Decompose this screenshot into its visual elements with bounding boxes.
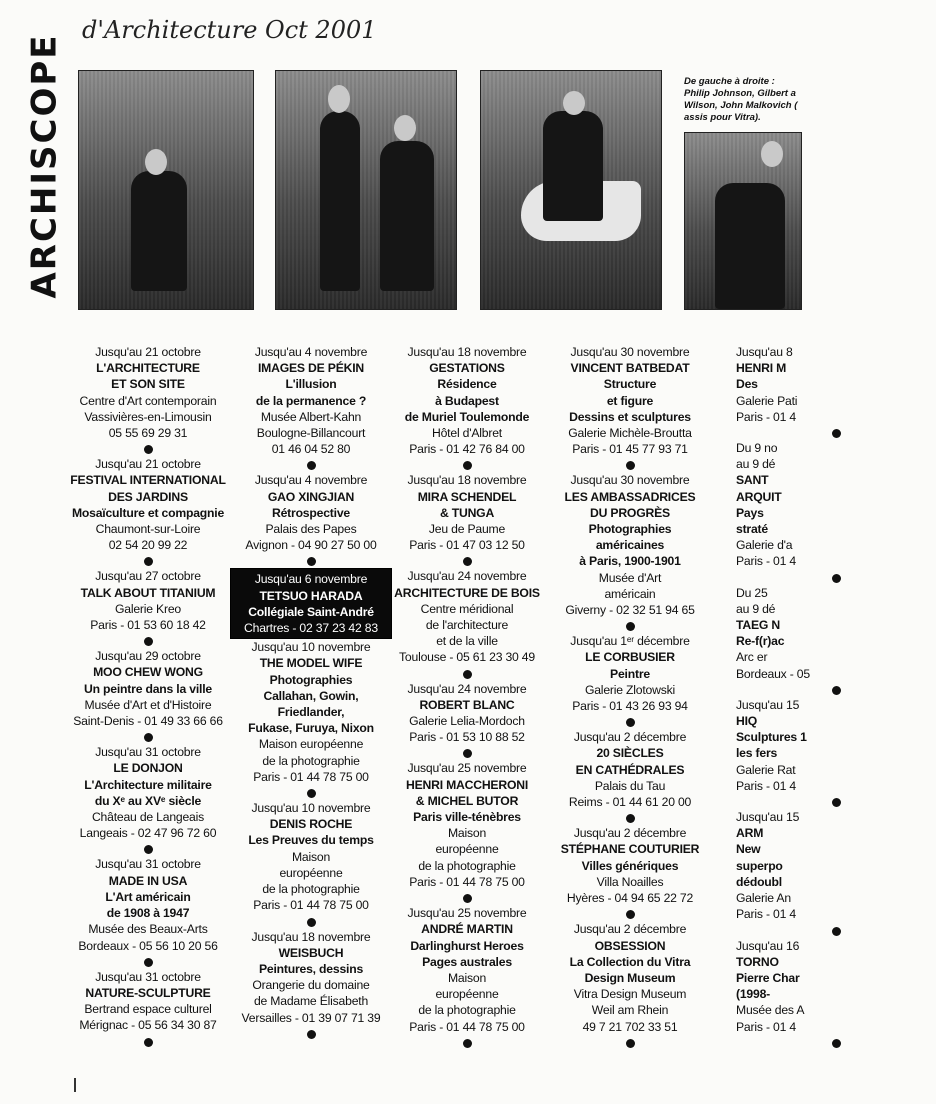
side-title-text: ARCHISCOPE bbox=[25, 32, 66, 299]
entry-date: Du 25 bbox=[736, 585, 768, 600]
entry-title: L'illusion bbox=[285, 377, 337, 392]
bullet-dot bbox=[832, 686, 841, 695]
listing-entry bbox=[736, 440, 936, 583]
entry-title: SANT bbox=[736, 473, 769, 488]
entry-venue: Galerie Kreo bbox=[114, 601, 182, 616]
entry-title: HENRI MACCHERONI bbox=[405, 777, 529, 792]
entry-date: Jusqu'au 25 novembre bbox=[407, 906, 527, 921]
listing-column-5 bbox=[730, 344, 936, 1048]
entry-title: MOO CHEW WONG bbox=[93, 665, 203, 680]
bullet-dot bbox=[144, 845, 153, 854]
entry-title: Mosaïculture et compagnie bbox=[71, 505, 225, 520]
entry-title: L'ARCHITECTURE bbox=[96, 361, 200, 376]
entry-venue: Paris - 01 44 78 75 00 bbox=[253, 769, 369, 784]
side-title bbox=[25, 18, 66, 313]
entry-title: Un peintre dans la ville bbox=[84, 681, 212, 696]
bullet-dot bbox=[307, 461, 316, 470]
entry-title: L'Architecture militaire bbox=[84, 777, 212, 792]
bullet-dot bbox=[832, 798, 841, 807]
entry-date: Jusqu'au 18 novembre bbox=[251, 929, 371, 944]
entry-date: Jusqu'au 16 bbox=[736, 938, 800, 953]
entry-title: 20 SIÈCLES bbox=[596, 746, 664, 761]
entry-title: New bbox=[736, 842, 761, 857]
entry-title: VINCENT BATBEDAT bbox=[570, 361, 690, 376]
bullet-dot bbox=[626, 461, 635, 470]
entry-date: Jusqu'au 31 octobre bbox=[95, 969, 201, 984]
bullet-dot bbox=[626, 814, 635, 823]
listing-entry bbox=[390, 905, 544, 1048]
entry-venue: Mérignac - 05 56 34 30 87 bbox=[79, 1018, 217, 1033]
entry-date: Jusqu'au 4 novembre bbox=[254, 473, 368, 488]
bullet-dot bbox=[832, 574, 841, 583]
entry-date: Jusqu'au 10 novembre bbox=[251, 801, 371, 816]
listing-entry bbox=[550, 921, 710, 1047]
entry-title: Photographies bbox=[588, 522, 672, 537]
entry-venue: européenne bbox=[435, 987, 499, 1002]
entry-title: TALK ABOUT TITANIUM bbox=[80, 585, 216, 600]
entry-title: TORNO bbox=[736, 954, 779, 969]
entry-date: Jusqu'au 1ᵉʳ décembre bbox=[570, 634, 690, 649]
bullet-dot bbox=[463, 1039, 472, 1048]
caption-line: Philip Johnson, Gilbert a bbox=[684, 87, 796, 99]
entry-title: et figure bbox=[606, 393, 654, 408]
entry-venue: Maison européenne bbox=[258, 737, 364, 752]
listing-entry bbox=[236, 929, 386, 1039]
entry-date: Jusqu'au 2 décembre bbox=[573, 826, 687, 841]
entry-date: Jusqu'au 15 bbox=[736, 810, 800, 825]
entry-venue: de Madame Élisabeth bbox=[253, 994, 369, 1009]
entry-title: Photographies bbox=[269, 672, 353, 687]
listing-entry bbox=[550, 825, 710, 919]
caption-line: assis pour Vitra). bbox=[684, 111, 761, 123]
entry-venue: Galerie An bbox=[736, 891, 791, 906]
entry-title: FESTIVAL INTERNATIONAL bbox=[70, 473, 226, 488]
bullet-dot bbox=[463, 557, 472, 566]
photo-caption bbox=[684, 76, 800, 124]
entry-venue: Paris - 01 44 78 75 00 bbox=[409, 1019, 525, 1034]
entry-venue: de la photographie bbox=[262, 753, 360, 768]
listing-entry bbox=[390, 344, 544, 470]
entry-venue: Toulouse - 05 61 23 30 49 bbox=[399, 650, 535, 665]
listing-entry bbox=[550, 344, 710, 470]
entry-venue: Weil am Rhein bbox=[591, 1003, 669, 1018]
listing-entry bbox=[736, 809, 936, 935]
listing-entry bbox=[390, 681, 544, 759]
entry-date: au 9 dé bbox=[736, 601, 776, 616]
entry-title: DU PROGRÈS bbox=[590, 505, 670, 520]
entry-title: Collégiale Saint-André bbox=[248, 604, 374, 619]
bullet-dot bbox=[307, 1030, 316, 1039]
entry-date: Jusqu'au 30 novembre bbox=[570, 473, 690, 488]
entry-venue: Galerie d'a bbox=[736, 538, 793, 553]
entry-venue: 01 46 04 52 80 bbox=[271, 442, 351, 457]
entry-title: & MICHEL BUTOR bbox=[415, 793, 519, 808]
entry-title: HENRI M bbox=[736, 361, 787, 376]
entry-title: ARQUIT bbox=[736, 489, 782, 504]
entry-venue: Reims - 01 44 61 20 00 bbox=[568, 795, 692, 810]
entry-venue: Paris - 01 44 78 75 00 bbox=[253, 898, 369, 913]
photo-3 bbox=[480, 70, 662, 310]
listing-entry bbox=[736, 585, 936, 695]
entry-venue: Paris - 01 45 77 93 71 bbox=[572, 442, 688, 457]
entry-title: Peintre bbox=[610, 666, 650, 681]
entry-venue: Vassivières-en-Limousin bbox=[84, 409, 212, 424]
entry-venue: Paris - 01 4 bbox=[736, 554, 796, 569]
entry-title: La Collection du Vitra bbox=[569, 954, 691, 969]
entry-title: MADE IN USA bbox=[108, 873, 188, 888]
listing-entry bbox=[236, 472, 386, 566]
entry-title: Des bbox=[736, 377, 758, 392]
entry-title: Darlinghurst Heroes bbox=[410, 938, 524, 953]
entry-venue: Paris - 01 4 bbox=[736, 778, 796, 793]
bullet-dot bbox=[307, 789, 316, 798]
entry-venue: Paris - 01 53 60 18 42 bbox=[90, 618, 206, 633]
entry-venue: Galerie Lelia-Mordoch bbox=[409, 714, 525, 729]
entry-date: Jusqu'au 6 novembre bbox=[254, 572, 368, 587]
entry-venue: de l'architecture bbox=[425, 618, 509, 633]
entry-date: au 9 dé bbox=[736, 457, 776, 472]
bullet-dot bbox=[832, 927, 841, 936]
entry-venue: Paris - 01 44 78 75 00 bbox=[409, 874, 525, 889]
entry-title: IMAGES DE PÉKIN bbox=[257, 361, 365, 376]
listing-column-5-clip bbox=[730, 344, 810, 1104]
entry-venue: 05 55 69 29 31 bbox=[108, 426, 188, 441]
entry-title: Résidence bbox=[437, 377, 497, 392]
bullet-dot bbox=[144, 1038, 153, 1047]
listing-entry bbox=[66, 648, 230, 742]
entry-title: Villes génériques bbox=[581, 858, 679, 873]
entry-venue: Musée Albert-Kahn bbox=[260, 409, 362, 424]
entry-venue: Musée des A bbox=[736, 1003, 805, 1018]
entry-title: Dessins et sculptures bbox=[569, 409, 691, 424]
entry-venue: Galerie Michèle-Broutta bbox=[568, 426, 692, 441]
entry-venue: Centre d'Art contemporain bbox=[79, 393, 217, 408]
bullet-dot bbox=[832, 429, 841, 438]
entry-venue: Paris - 01 4 bbox=[736, 409, 796, 424]
entry-venue: Château de Langeais bbox=[91, 810, 205, 825]
entry-venue: Versailles - 01 39 07 71 39 bbox=[241, 1010, 381, 1025]
listing-column-2 bbox=[236, 344, 386, 1041]
entry-venue: Orangerie du domaine bbox=[252, 978, 370, 993]
entry-date: Jusqu'au 4 novembre bbox=[254, 345, 368, 359]
entry-title: Les Preuves du temps bbox=[248, 833, 374, 848]
handwritten-note: d'Architecture Oct 2001 bbox=[82, 16, 377, 44]
bullet-dot bbox=[307, 918, 316, 927]
entry-date: Jusqu'au 21 octobre bbox=[95, 457, 201, 472]
entry-venue: Bordeaux - 05 bbox=[736, 666, 810, 681]
entry-venue: Chaumont-sur-Loire bbox=[95, 522, 201, 537]
listing-entry bbox=[390, 472, 544, 566]
entry-venue: Paris - 01 4 bbox=[736, 907, 796, 922]
listing-entry bbox=[66, 744, 230, 854]
entry-venue: européenne bbox=[435, 842, 499, 857]
entry-date: Jusqu'au 18 novembre bbox=[407, 345, 527, 359]
listing-column-1 bbox=[66, 344, 230, 1049]
bullet-dot bbox=[626, 1039, 635, 1048]
page-edge-mark bbox=[74, 1078, 76, 1092]
bullet-dot bbox=[463, 461, 472, 470]
listing-entry bbox=[236, 639, 386, 798]
entry-title: LE DONJON bbox=[113, 761, 183, 776]
entry-venue: Langeais - 02 47 96 72 60 bbox=[79, 826, 217, 841]
bullet-dot bbox=[463, 670, 472, 679]
listing-entry bbox=[236, 344, 386, 470]
entry-venue: de la photographie bbox=[418, 858, 516, 873]
entry-venue: Avignon - 04 90 27 50 00 bbox=[245, 538, 377, 553]
entry-title: & TUNGA bbox=[439, 505, 495, 520]
entry-venue: Maison bbox=[447, 970, 487, 985]
entry-title: Peintures, dessins bbox=[258, 961, 364, 976]
entry-date: Jusqu'au 27 octobre bbox=[95, 569, 201, 584]
listing-entry bbox=[66, 969, 230, 1047]
entry-title: GAO XINGJIAN bbox=[267, 489, 355, 504]
bullet-dot bbox=[832, 1039, 841, 1048]
entry-venue: de la photographie bbox=[262, 882, 360, 897]
listing-entry bbox=[236, 800, 386, 926]
photo-2 bbox=[275, 70, 457, 310]
entry-title: TAEG N bbox=[736, 618, 780, 633]
entry-date: Jusqu'au 15 bbox=[736, 697, 800, 712]
entry-venue: 02 54 20 99 22 bbox=[108, 538, 188, 553]
entry-title: LE CORBUSIER bbox=[585, 650, 675, 665]
entry-venue: Centre méridional bbox=[420, 601, 514, 616]
entry-title: THE MODEL WIFE bbox=[259, 656, 363, 671]
entry-venue: Musée d'Art bbox=[598, 570, 662, 585]
entry-title: DENIS ROCHE bbox=[269, 817, 353, 832]
entry-title: Rétrospective bbox=[271, 505, 350, 520]
entry-date: Du 9 no bbox=[736, 441, 778, 456]
entry-title: ET SON SITE bbox=[111, 377, 185, 392]
listing-entry bbox=[736, 697, 936, 807]
photo-4 bbox=[684, 132, 802, 310]
entry-title: Pays bbox=[736, 505, 764, 520]
entry-venue: Paris - 01 42 76 84 00 bbox=[409, 442, 525, 457]
entry-title: du Xᵉ au XVᵉ siècle bbox=[94, 793, 202, 808]
entry-venue: Palais du Tau bbox=[594, 778, 666, 793]
bullet-dot bbox=[144, 637, 153, 646]
entry-title: Friedlander, bbox=[277, 705, 345, 720]
entry-title: MIRA SCHENDEL bbox=[417, 489, 517, 504]
listing-entry bbox=[390, 568, 544, 678]
entry-venue: Hôtel d'Albret bbox=[432, 426, 502, 441]
entry-title: HIQ bbox=[736, 714, 758, 729]
entry-venue: Vitra Design Museum bbox=[573, 987, 687, 1002]
photo-1 bbox=[78, 70, 254, 310]
entry-date: Jusqu'au 2 décembre bbox=[573, 922, 687, 937]
entry-title: à Paris, 1900-1901 bbox=[579, 554, 681, 569]
entry-date: Jusqu'au 18 novembre bbox=[407, 473, 527, 488]
entry-title: WEISBUCH bbox=[278, 945, 344, 960]
entry-venue: américain bbox=[604, 586, 656, 601]
entry-title: américaines bbox=[595, 538, 665, 553]
entry-venue: Giverny - 02 32 51 94 65 bbox=[565, 603, 695, 618]
bullet-dot bbox=[144, 445, 153, 454]
entry-title: Fukase, Furuya, Nixon bbox=[248, 721, 374, 736]
entry-date: Jusqu'au 10 novembre bbox=[251, 640, 371, 655]
entry-title: Sculptures 1 bbox=[736, 730, 807, 745]
bullet-dot bbox=[144, 733, 153, 742]
entry-title: à Budapest bbox=[435, 393, 499, 408]
entry-date: Jusqu'au 31 octobre bbox=[95, 857, 201, 872]
listing-entry bbox=[66, 856, 230, 966]
listing-column-3 bbox=[390, 344, 544, 1050]
entry-venue: Paris - 01 47 03 12 50 bbox=[409, 538, 525, 553]
entry-venue: Musée des Beaux-Arts bbox=[88, 922, 208, 937]
listing-entry bbox=[66, 344, 230, 454]
caption-line: Wilson, John Malkovich ( bbox=[684, 99, 798, 111]
bullet-dot bbox=[626, 622, 635, 631]
entry-title: Pages australes bbox=[422, 954, 512, 969]
entry-venue: 49 7 21 702 33 51 bbox=[582, 1019, 678, 1034]
entry-title: les fers bbox=[736, 746, 778, 761]
bullet-dot bbox=[307, 557, 316, 566]
entry-title: Callahan, Gowin, bbox=[263, 688, 359, 703]
entry-venue: Bordeaux - 05 56 10 20 56 bbox=[78, 938, 218, 953]
entry-title: TETSUO HARADA bbox=[259, 588, 363, 603]
entry-title: superpo bbox=[736, 858, 783, 873]
entry-title: Paris ville-ténèbres bbox=[413, 810, 521, 825]
entry-title: Re-f(r)ac bbox=[736, 634, 785, 649]
entry-venue: Arc er bbox=[736, 650, 768, 665]
entry-venue: Paris - 01 4 bbox=[736, 1019, 796, 1034]
caption-line: De gauche à droite : bbox=[684, 76, 775, 87]
entry-title: L'Art américain bbox=[105, 889, 191, 904]
entry-title: DES JARDINS bbox=[108, 489, 188, 504]
listing-entry bbox=[550, 472, 710, 631]
entry-venue: Hyères - 04 94 65 22 72 bbox=[566, 891, 694, 906]
bullet-dot bbox=[144, 958, 153, 967]
entry-date: Jusqu'au 8 bbox=[736, 345, 793, 359]
entry-venue: européenne bbox=[279, 865, 343, 880]
entry-title: ARCHITECTURE DE BOIS bbox=[394, 585, 540, 600]
entry-venue: Maison bbox=[291, 849, 331, 864]
entry-venue: Bertrand espace culturel bbox=[84, 1002, 212, 1017]
listing-entry bbox=[550, 729, 710, 823]
listing-entry bbox=[736, 938, 936, 1048]
entry-venue: Galerie Rat bbox=[736, 762, 796, 777]
bullet-dot bbox=[144, 557, 153, 566]
bullet-dot bbox=[626, 910, 635, 919]
entry-venue: Palais des Papes bbox=[265, 522, 357, 537]
entry-date: Jusqu'au 31 octobre bbox=[95, 745, 201, 760]
listing-entry bbox=[66, 456, 230, 566]
entry-venue: Jeu de Paume bbox=[428, 522, 506, 537]
entry-date: Jusqu'au 21 octobre bbox=[95, 345, 201, 359]
listing-entry bbox=[736, 344, 936, 438]
listing-entry bbox=[550, 633, 710, 727]
entry-title: ARM bbox=[736, 826, 764, 841]
entry-title: ANDRÉ MARTIN bbox=[421, 922, 513, 937]
listing-column-4 bbox=[550, 344, 710, 1050]
entry-date: Jusqu'au 24 novembre bbox=[407, 569, 527, 584]
entry-title: Design Museum bbox=[584, 970, 676, 985]
entry-title: NATURE-SCULPTURE bbox=[85, 985, 211, 1000]
entry-title: EN CATHÉDRALES bbox=[575, 762, 685, 777]
bullet-dot bbox=[463, 894, 472, 903]
entry-title: ROBERT BLANC bbox=[419, 697, 515, 712]
entry-title: (1998- bbox=[736, 987, 771, 1002]
entry-date: Jusqu'au 2 décembre bbox=[573, 730, 687, 745]
entry-title: STÉPHANE COUTURIER bbox=[560, 842, 700, 857]
bullet-dot bbox=[626, 718, 635, 727]
entry-venue: Saint-Denis - 01 49 33 66 66 bbox=[73, 714, 223, 729]
entry-date: Jusqu'au 29 octobre bbox=[95, 649, 201, 664]
entry-venue: Maison bbox=[447, 826, 487, 841]
entry-venue: Galerie Zlotowski bbox=[584, 682, 676, 697]
entry-venue: et de la ville bbox=[436, 634, 498, 649]
entry-venue: de la photographie bbox=[418, 1003, 516, 1018]
entry-venue: Musée d'Art et d'Histoire bbox=[84, 697, 212, 712]
entry-venue: Villa Noailles bbox=[596, 874, 664, 889]
bullet-dot bbox=[463, 749, 472, 758]
entry-venue: Paris - 01 43 26 93 94 bbox=[572, 699, 688, 714]
entry-title: Structure bbox=[603, 377, 657, 392]
entry-title: LES AMBASSADRICES bbox=[564, 489, 696, 504]
entry-title: de Muriel Toulemonde bbox=[404, 409, 530, 424]
entry-title: Pierre Char bbox=[736, 970, 800, 985]
entry-date: Jusqu'au 30 novembre bbox=[570, 345, 690, 359]
entry-title: OBSESSION bbox=[594, 938, 666, 953]
entry-date: Jusqu'au 24 novembre bbox=[407, 681, 527, 696]
entry-title: straté bbox=[736, 522, 768, 537]
listing-entry bbox=[66, 568, 230, 646]
listing-entry bbox=[230, 568, 392, 639]
entry-venue: Boulogne-Billancourt bbox=[256, 426, 366, 441]
entry-venue: Paris - 01 53 10 88 52 bbox=[409, 730, 525, 745]
entry-date: Jusqu'au 25 novembre bbox=[407, 761, 527, 776]
listing-entry bbox=[390, 760, 544, 903]
entry-venue: Galerie Pati bbox=[736, 393, 798, 408]
entry-title: de 1908 à 1947 bbox=[106, 906, 190, 921]
entry-title: dédoubl bbox=[736, 874, 782, 889]
entry-venue: Chartres - 02 37 23 42 83 bbox=[244, 621, 378, 636]
entry-title: GESTATIONS bbox=[429, 361, 505, 376]
entry-title: de la permanence ? bbox=[255, 393, 367, 408]
